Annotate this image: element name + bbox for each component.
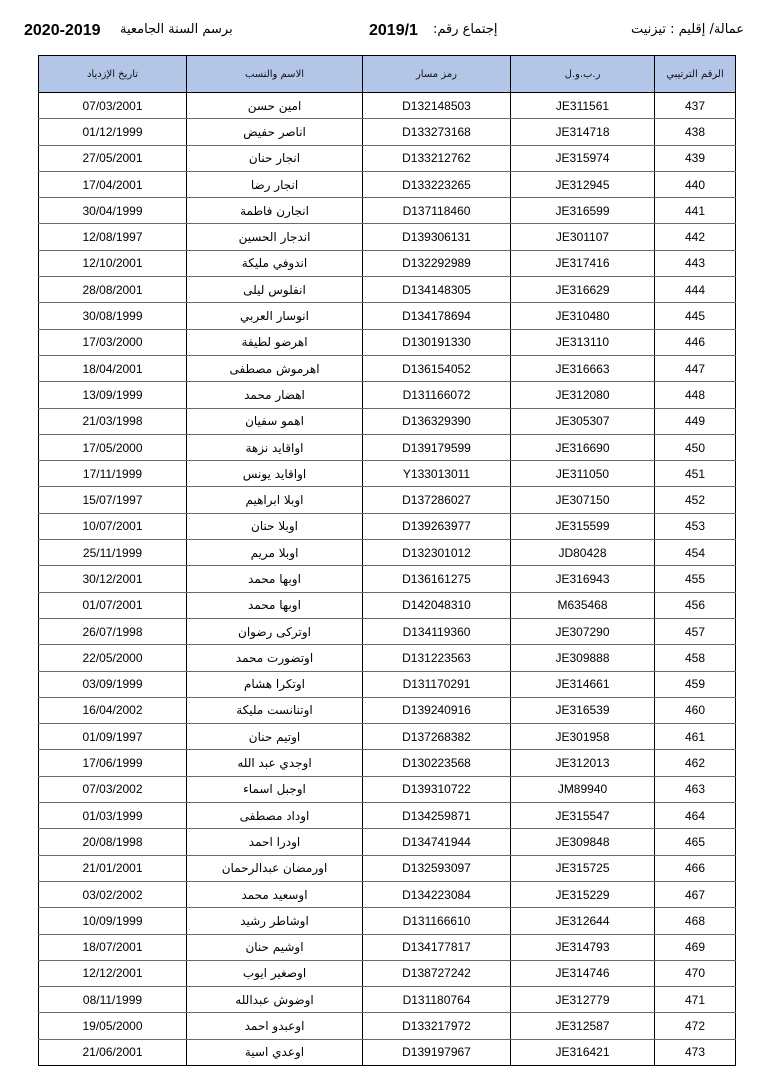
document-header: [0, 22, 768, 46]
cell-massar-code: D133212762: [363, 145, 511, 171]
cell-full-name: اوداد مصطفى: [187, 803, 363, 829]
cell-massar-code: D132301012: [363, 540, 511, 566]
cell-full-name: اهرضو لطيفة: [187, 329, 363, 355]
cell-massar-code: D131166072: [363, 382, 511, 408]
cell-serial: 462: [655, 750, 736, 776]
cell-serial: 449: [655, 408, 736, 434]
table-row: [39, 277, 736, 303]
cell-birth-date: 30/08/1999: [39, 303, 187, 329]
cell-massar-code: D134119360: [363, 618, 511, 644]
cell-massar-code: D136154052: [363, 355, 511, 381]
cell-cin: JE314793: [511, 934, 655, 960]
cell-massar-code: D139310722: [363, 776, 511, 802]
cell-birth-date: 21/06/2001: [39, 1039, 187, 1065]
cell-full-name: اوبلا حنان: [187, 513, 363, 539]
cell-full-name: اهضار محمد: [187, 382, 363, 408]
cell-birth-date: 01/07/2001: [39, 592, 187, 618]
cell-full-name: انوسار العربي: [187, 303, 363, 329]
cell-massar-code: D131223563: [363, 645, 511, 671]
cell-cin: JE316663: [511, 355, 655, 381]
cell-cin: JD80428: [511, 540, 655, 566]
cell-serial: 471: [655, 987, 736, 1013]
cell-massar-code: D131166610: [363, 908, 511, 934]
cell-massar-code: D136161275: [363, 566, 511, 592]
cell-full-name: انفلوس ليلى: [187, 277, 363, 303]
cell-cin: JE312080: [511, 382, 655, 408]
column-header-serial: الرقم الترتيبي: [655, 56, 736, 93]
table-row: [39, 908, 736, 934]
table-row: [39, 487, 736, 513]
table-row: [39, 434, 736, 460]
cell-birth-date: 17/06/1999: [39, 750, 187, 776]
cell-full-name: اوجبل اسماء: [187, 776, 363, 802]
table-row: [39, 1013, 736, 1039]
cell-massar-code: D130223568: [363, 750, 511, 776]
cell-massar-code: D139179599: [363, 434, 511, 460]
cell-full-name: اورمضان عبدالرحمان: [187, 855, 363, 881]
cell-cin: JE309848: [511, 829, 655, 855]
cell-cin: JE313110: [511, 329, 655, 355]
cell-massar-code: D138727242: [363, 960, 511, 986]
cell-birth-date: 21/01/2001: [39, 855, 187, 881]
cell-massar-code: D139197967: [363, 1039, 511, 1065]
cell-cin: JE312644: [511, 908, 655, 934]
cell-cin: JE310480: [511, 303, 655, 329]
table-row: [39, 697, 736, 723]
cell-birth-date: 01/03/1999: [39, 803, 187, 829]
cell-massar-code: D134178694: [363, 303, 511, 329]
table-row: [39, 224, 736, 250]
cell-birth-date: 12/08/1997: [39, 224, 187, 250]
table-row: [39, 645, 736, 671]
cell-birth-date: 30/12/2001: [39, 566, 187, 592]
cell-cin: JE316943: [511, 566, 655, 592]
table-row: [39, 1039, 736, 1065]
table-row: [39, 960, 736, 986]
cell-birth-date: 03/02/2002: [39, 881, 187, 907]
cell-cin: JE307290: [511, 618, 655, 644]
cell-birth-date: 10/07/2001: [39, 513, 187, 539]
cell-full-name: اوتنانست مليكة: [187, 697, 363, 723]
cell-massar-code: D139263977: [363, 513, 511, 539]
cell-full-name: اوسعيد محمد: [187, 881, 363, 907]
cell-full-name: اواقايد يونس: [187, 461, 363, 487]
cell-birth-date: 20/08/1998: [39, 829, 187, 855]
cell-serial: 455: [655, 566, 736, 592]
table-row: [39, 987, 736, 1013]
province-label: عمالة/ إقليم : تيزنيت: [630, 22, 744, 37]
cell-massar-code: D133217972: [363, 1013, 511, 1039]
cell-massar-code: D134223084: [363, 881, 511, 907]
cell-cin: JE305307: [511, 408, 655, 434]
cell-birth-date: 17/05/2000: [39, 434, 187, 460]
cell-full-name: اناصر حفيض: [187, 119, 363, 145]
table-row: [39, 724, 736, 750]
cell-full-name: اوعبدو احمد: [187, 1013, 363, 1039]
cell-cin: JE316690: [511, 434, 655, 460]
table-row: [39, 934, 736, 960]
cell-birth-date: 03/09/1999: [39, 671, 187, 697]
meeting-label: إجتماع رقم:: [433, 22, 498, 37]
cell-cin: JE301107: [511, 224, 655, 250]
cell-birth-date: 21/03/1998: [39, 408, 187, 434]
cell-serial: 446: [655, 329, 736, 355]
cell-full-name: اهمو سفيان: [187, 408, 363, 434]
cell-full-name: انجار حنان: [187, 145, 363, 171]
cell-serial: 470: [655, 960, 736, 986]
cell-full-name: انجار رضا: [187, 171, 363, 197]
cell-massar-code: Y133013011: [363, 461, 511, 487]
table-row: [39, 540, 736, 566]
cell-full-name: اوتيم حنان: [187, 724, 363, 750]
cell-massar-code: D132148503: [363, 93, 511, 119]
cell-birth-date: 07/03/2002: [39, 776, 187, 802]
academic-year: 2020-2019: [24, 22, 101, 39]
cell-birth-date: 18/07/2001: [39, 934, 187, 960]
cell-full-name: اهرموش مصطفى: [187, 355, 363, 381]
cell-full-name: اوعدي اسية: [187, 1039, 363, 1065]
cell-massar-code: D142048310: [363, 592, 511, 618]
cell-cin: JE316599: [511, 198, 655, 224]
table-row: [39, 198, 736, 224]
cell-serial: 473: [655, 1039, 736, 1065]
cell-serial: 460: [655, 697, 736, 723]
cell-cin: JE314661: [511, 671, 655, 697]
cell-massar-code: D133223265: [363, 171, 511, 197]
cell-birth-date: 13/09/1999: [39, 382, 187, 408]
table-row: [39, 776, 736, 802]
cell-cin: JE316421: [511, 1039, 655, 1065]
cell-birth-date: 28/08/2001: [39, 277, 187, 303]
cell-serial: 469: [655, 934, 736, 960]
cell-birth-date: 18/04/2001: [39, 355, 187, 381]
cell-full-name: انجارن فاطمة: [187, 198, 363, 224]
cell-serial: 440: [655, 171, 736, 197]
cell-serial: 463: [655, 776, 736, 802]
cell-serial: 445: [655, 303, 736, 329]
cell-serial: 442: [655, 224, 736, 250]
table-row: [39, 329, 736, 355]
cell-birth-date: 01/12/1999: [39, 119, 187, 145]
cell-full-name: اوجدي عبد الله: [187, 750, 363, 776]
cell-serial: 450: [655, 434, 736, 460]
cell-cin: JE314718: [511, 119, 655, 145]
cell-massar-code: D130191330: [363, 329, 511, 355]
table-row: [39, 618, 736, 644]
cell-serial: 466: [655, 855, 736, 881]
table-row: [39, 171, 736, 197]
cell-serial: 458: [655, 645, 736, 671]
cell-full-name: اوترکی رضوان: [187, 618, 363, 644]
cell-massar-code: D132593097: [363, 855, 511, 881]
header-row: [39, 56, 736, 93]
cell-cin: JE315547: [511, 803, 655, 829]
cell-cin: JE316629: [511, 277, 655, 303]
table-row: [39, 145, 736, 171]
cell-massar-code: D133273168: [363, 119, 511, 145]
cell-serial: 456: [655, 592, 736, 618]
cell-cin: JE315229: [511, 881, 655, 907]
table-body: [39, 93, 736, 1066]
cell-birth-date: 12/10/2001: [39, 250, 187, 276]
cell-serial: 437: [655, 93, 736, 119]
cell-massar-code: D137268382: [363, 724, 511, 750]
cell-full-name: اوشاطر رشيد: [187, 908, 363, 934]
cell-cin: JM89940: [511, 776, 655, 802]
table-row: [39, 513, 736, 539]
table-row: [39, 566, 736, 592]
cell-full-name: اوضوش عبدالله: [187, 987, 363, 1013]
cell-birth-date: 15/07/1997: [39, 487, 187, 513]
cell-birth-date: 12/12/2001: [39, 960, 187, 986]
table-row: [39, 408, 736, 434]
cell-cin: JE315974: [511, 145, 655, 171]
cell-birth-date: 22/05/2000: [39, 645, 187, 671]
cell-cin: JE312587: [511, 1013, 655, 1039]
cell-birth-date: 30/04/1999: [39, 198, 187, 224]
cell-cin: JE314746: [511, 960, 655, 986]
cell-birth-date: 19/05/2000: [39, 1013, 187, 1039]
cell-serial: 472: [655, 1013, 736, 1039]
cell-serial: 441: [655, 198, 736, 224]
cell-birth-date: 17/03/2000: [39, 329, 187, 355]
cell-full-name: اوتكرا هشام: [187, 671, 363, 697]
cell-massar-code: D134741944: [363, 829, 511, 855]
cell-serial: 451: [655, 461, 736, 487]
cell-massar-code: D136329390: [363, 408, 511, 434]
cell-massar-code: D131180764: [363, 987, 511, 1013]
column-header-full-name: الاسم والنسب: [187, 56, 363, 93]
column-header-cin: ر.ب.و.ل: [511, 56, 655, 93]
cell-serial: 443: [655, 250, 736, 276]
cell-full-name: اوشيم حنان: [187, 934, 363, 960]
cell-serial: 461: [655, 724, 736, 750]
cell-cin: JE315599: [511, 513, 655, 539]
cell-full-name: اودرا احمد: [187, 829, 363, 855]
cell-serial: 438: [655, 119, 736, 145]
table-row: [39, 803, 736, 829]
cell-birth-date: 08/11/1999: [39, 987, 187, 1013]
table-row: [39, 119, 736, 145]
student-roster-table: [38, 55, 736, 1066]
table-row: [39, 382, 736, 408]
cell-full-name: اندجار الحسين: [187, 224, 363, 250]
cell-serial: 452: [655, 487, 736, 513]
cell-cin: JE301958: [511, 724, 655, 750]
cell-massar-code: D132292989: [363, 250, 511, 276]
cell-birth-date: 27/05/2001: [39, 145, 187, 171]
cell-birth-date: 10/09/1999: [39, 908, 187, 934]
cell-cin: JE311561: [511, 93, 655, 119]
cell-cin: JE316539: [511, 697, 655, 723]
cell-cin: JE317416: [511, 250, 655, 276]
cell-massar-code: D139306131: [363, 224, 511, 250]
cell-cin: JE312779: [511, 987, 655, 1013]
cell-cin: JE307150: [511, 487, 655, 513]
table-row: [39, 829, 736, 855]
table-row: [39, 303, 736, 329]
cell-full-name: امين حسن: [187, 93, 363, 119]
cell-serial: 447: [655, 355, 736, 381]
table-header: [39, 56, 736, 93]
cell-full-name: اوصغير ايوب: [187, 960, 363, 986]
table-row: [39, 855, 736, 881]
column-header-birth-date: تاريخ الإزدياد: [39, 56, 187, 93]
cell-birth-date: 26/07/1998: [39, 618, 187, 644]
column-header-massar-code: رمز مسار: [363, 56, 511, 93]
cell-massar-code: D131170291: [363, 671, 511, 697]
cell-serial: 453: [655, 513, 736, 539]
cell-massar-code: D137118460: [363, 198, 511, 224]
cell-full-name: اندوفي مليكة: [187, 250, 363, 276]
cell-serial: 448: [655, 382, 736, 408]
table-row: [39, 881, 736, 907]
cell-full-name: اوبها محمد: [187, 566, 363, 592]
academic-year-label: برسم السنة الجامعية: [120, 22, 233, 37]
cell-full-name: اوبها محمد: [187, 592, 363, 618]
cell-serial: 457: [655, 618, 736, 644]
table-row: [39, 355, 736, 381]
cell-cin: JE312013: [511, 750, 655, 776]
cell-serial: 439: [655, 145, 736, 171]
table-row: [39, 750, 736, 776]
cell-massar-code: D134259871: [363, 803, 511, 829]
cell-massar-code: D134148305: [363, 277, 511, 303]
cell-birth-date: 17/04/2001: [39, 171, 187, 197]
cell-full-name: اوتضورت محمد: [187, 645, 363, 671]
cell-cin: M635468: [511, 592, 655, 618]
table-row: [39, 93, 736, 119]
cell-serial: 467: [655, 881, 736, 907]
table-row: [39, 461, 736, 487]
cell-full-name: اواقايد نزهة: [187, 434, 363, 460]
cell-cin: JE315725: [511, 855, 655, 881]
cell-cin: JE309888: [511, 645, 655, 671]
cell-full-name: اوبلا مريم: [187, 540, 363, 566]
cell-serial: 444: [655, 277, 736, 303]
cell-birth-date: 16/04/2002: [39, 697, 187, 723]
cell-birth-date: 07/03/2001: [39, 93, 187, 119]
cell-serial: 459: [655, 671, 736, 697]
table-row: [39, 592, 736, 618]
cell-massar-code: D134177817: [363, 934, 511, 960]
cell-birth-date: 01/09/1997: [39, 724, 187, 750]
cell-massar-code: D139240916: [363, 697, 511, 723]
cell-birth-date: 25/11/1999: [39, 540, 187, 566]
cell-serial: 468: [655, 908, 736, 934]
cell-cin: JE311050: [511, 461, 655, 487]
cell-serial: 464: [655, 803, 736, 829]
table-row: [39, 671, 736, 697]
cell-serial: 454: [655, 540, 736, 566]
table-row: [39, 250, 736, 276]
cell-massar-code: D137286027: [363, 487, 511, 513]
cell-birth-date: 17/11/1999: [39, 461, 187, 487]
cell-full-name: اوبلا ابراهيم: [187, 487, 363, 513]
cell-cin: JE312945: [511, 171, 655, 197]
cell-serial: 465: [655, 829, 736, 855]
meeting-number: 2019/1: [369, 22, 418, 39]
